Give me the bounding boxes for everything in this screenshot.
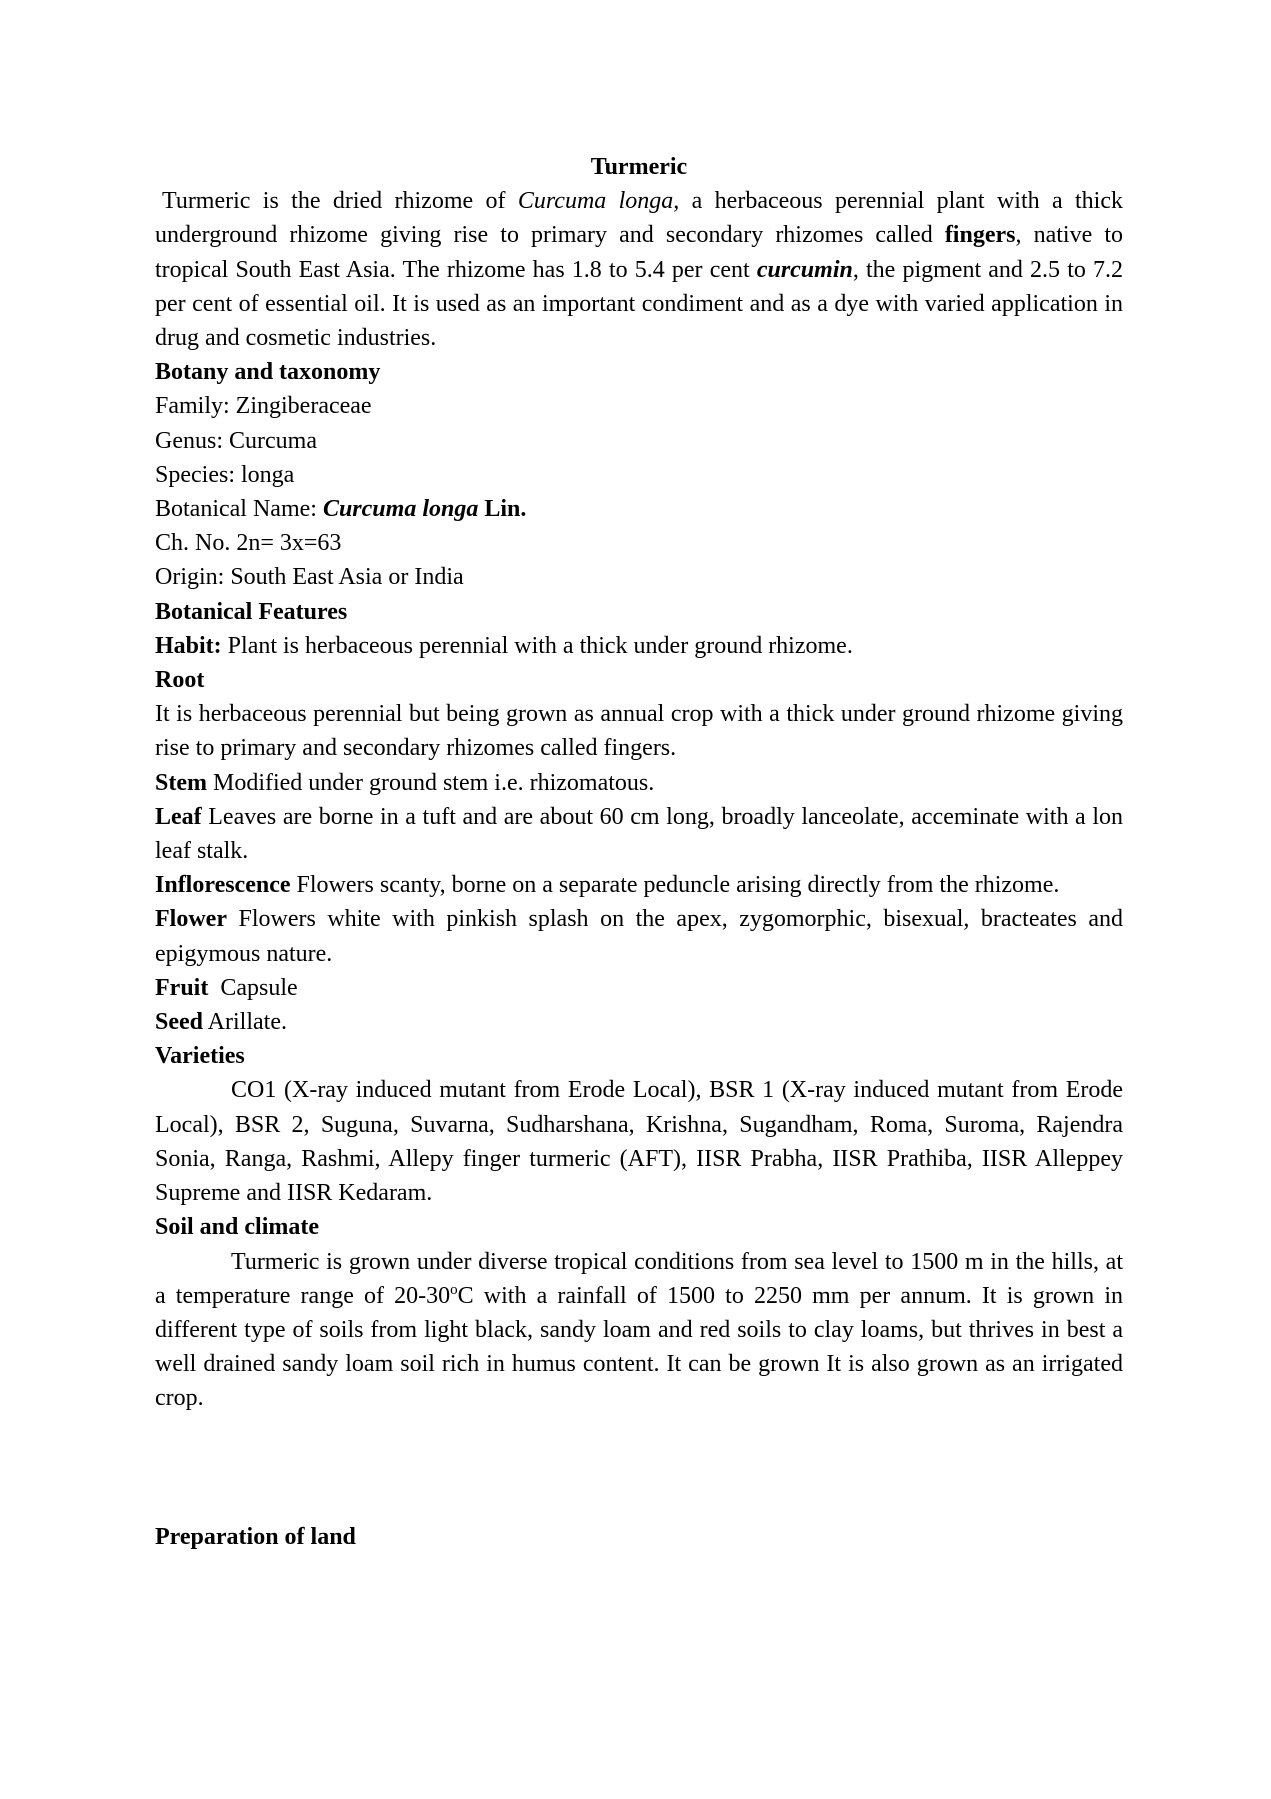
seed-label: Seed <box>155 1009 203 1036</box>
botanical-name-line <box>155 492 1123 526</box>
preparation-heading: Preparation of land <box>155 1523 356 1550</box>
degree-superscript: o <box>450 1281 458 1298</box>
seed-text: Arillate. <box>203 1009 287 1036</box>
soil-text-1: Turmeric is grown under diverse tropical conditions from sea level to 1500 m in the hills, at a temperature range of 20-30 <box>155 1248 1123 1309</box>
fruit-label: Fruit <box>155 974 209 1001</box>
soil-text-2: C with a rainfall of 1500 to 2250 mm per annum. It is grown in different type of soils from light black, sandy loam and red soils to clay loams, but thrives in best a well drained sandy loam soil rich in humus content. It can be grown It is also grown as an irrigated crop. <box>155 1282 1123 1412</box>
inflorescence-text: Flowers scanty, borne on a separate peduncle arising directly from the rhizome. <box>290 872 1060 899</box>
flower-text: Flowers white with pinkish splash on the apex, zygomorphic, bisexual, bracteates and epigymous nature. <box>155 906 1123 967</box>
habit-label: Habit: <box>155 632 222 659</box>
habit-text: Plant is herbaceous perennial with a thick under ground rhizome. <box>221 632 853 659</box>
flower-label: Flower <box>155 906 227 933</box>
root-heading: Root <box>155 667 205 694</box>
family-line: Family: Zingiberaceae <box>155 393 372 420</box>
fruit-text: Capsule <box>208 974 298 1001</box>
features-heading: Botanical Features <box>155 598 348 625</box>
botanical-name-label: Botanical Name: <box>155 496 323 523</box>
origin-line: Origin: South East Asia or India <box>155 564 464 591</box>
intro-fingers-term: fingers <box>944 222 1016 249</box>
varieties-heading: Varieties <box>155 1043 245 1070</box>
document-page <box>155 150 1123 1554</box>
root-paragraph: It is herbaceous perennial but being grown as annual crop with a thick under ground rhizome giving rise to primary and secondary rhizomes called fingers. <box>155 701 1123 762</box>
intro-curcumin-term: curcumin <box>756 256 853 283</box>
leaf-label: Leaf <box>155 803 202 830</box>
stem-text: Modified under ground stem i.e. rhizomatous. <box>206 769 655 796</box>
intro-text-1: Turmeric is the dried rhizome of <box>162 188 518 215</box>
intro-paragraph <box>155 184 1123 355</box>
intro-text-2: a herbaceous perennial plant with a thick underground rhizome giving rise to primary and secondary rhizomes called <box>155 188 1123 249</box>
habit-line <box>155 629 1123 663</box>
species-line: Species: longa <box>155 461 295 488</box>
genus-line: Genus: Curcuma <box>155 427 317 454</box>
leaf-paragraph <box>155 800 1123 868</box>
page-title: Turmeric <box>590 154 688 180</box>
botany-heading: Botany and taxonomy <box>155 359 381 386</box>
inflorescence-paragraph <box>155 868 1123 902</box>
soil-paragraph <box>155 1245 1123 1416</box>
intro-text-4: , the pigment and 2.5 to 7.2 per cent of essential oil. It is used as an important condiment and as a dye with varied application in drug and cosmetic industries. <box>155 256 1124 352</box>
stem-label: Stem <box>155 769 207 796</box>
stem-line <box>155 766 1123 800</box>
inflorescence-label: Inflorescence <box>155 872 291 899</box>
chromosome-line: Ch. No. 2n= 3x=63 <box>155 530 342 557</box>
soil-heading: Soil and climate <box>155 1214 320 1241</box>
intro-species-name: Curcuma longa, <box>517 188 680 215</box>
flower-paragraph <box>155 902 1123 970</box>
section-spacer <box>155 1416 1123 1520</box>
intro-text-3: , native to tropical South East Asia. The rhizome has 1.8 to 5.4 per cent <box>155 222 1124 283</box>
botanical-name-author: Lin. <box>478 496 527 523</box>
seed-line <box>155 1005 1123 1039</box>
fruit-line <box>155 971 1123 1005</box>
botanical-name-value: Curcuma longa <box>322 496 479 523</box>
varieties-paragraph: CO1 (X-ray induced mutant from Erode Local), BSR 1 (X-ray induced mutant from Erode Local), BSR 2, Suguna, Suvarna, Sudharshana, Krishna, Sugandham, Roma, Suroma, Rajendra Sonia, Ranga, Rashmi, Allepy finger turmeric (AFT), IISR Prabha, IISR Prathiba, IISR Alleppey Supreme and IISR Kedaram. <box>155 1077 1123 1207</box>
leaf-text: Leaves are borne in a tuft and are about 60 cm long, broadly lanceolate, acceminate with a lon leaf stalk. <box>155 803 1123 865</box>
